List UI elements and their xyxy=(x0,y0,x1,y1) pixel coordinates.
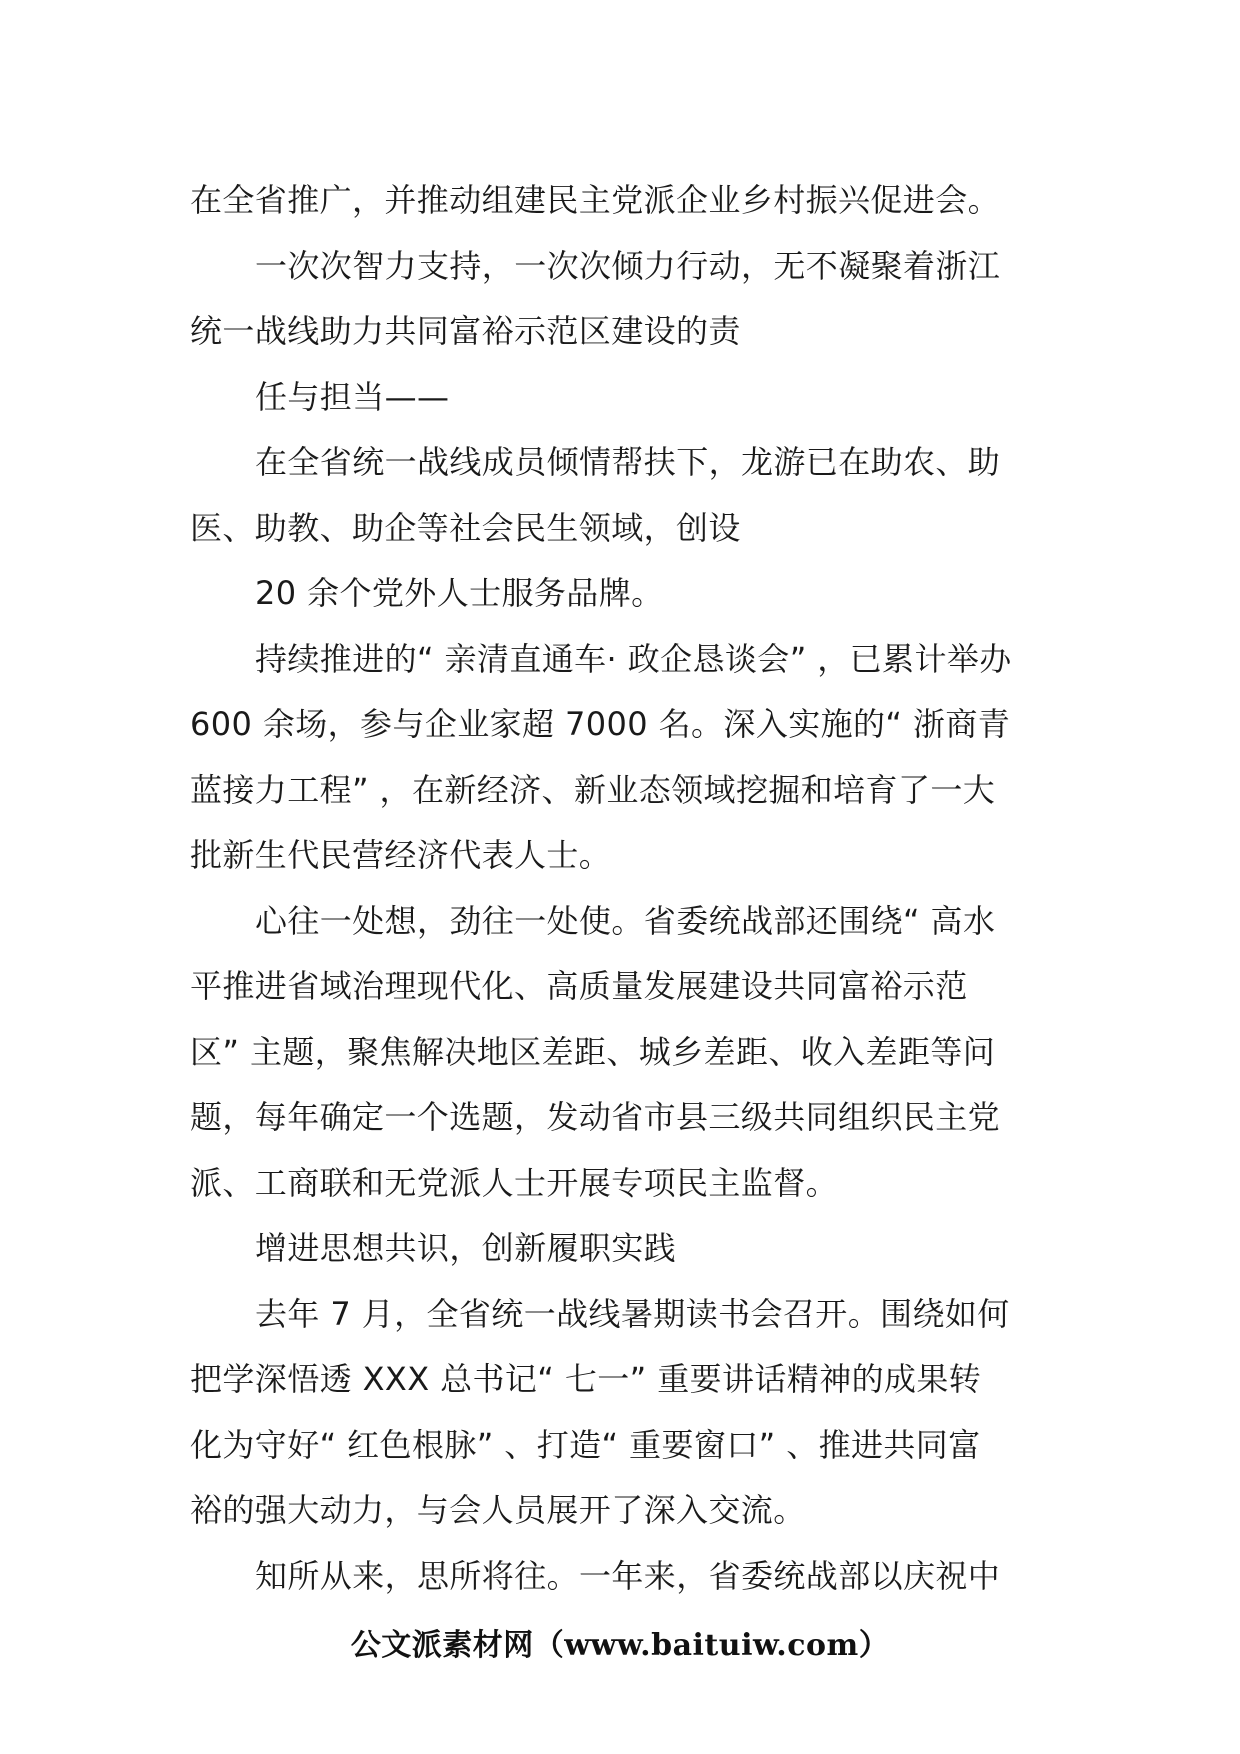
text-line-17: 增进思想共识，创新履职实践 xyxy=(255,1229,677,1267)
text-line-4: 任与担当—— xyxy=(255,377,450,416)
text-line-2: 一次次智力支持，一次次倾力行动，无不凝聚着浙江 xyxy=(255,246,1001,285)
text-line-7: 20 余个党外人士服务品牌。 xyxy=(255,574,664,612)
text-line-11: 批新生代民营经济代表人士。 xyxy=(190,836,612,874)
text-line-18: 去年 7 月，全省统一战线暑期读书会召开。围绕如何 xyxy=(255,1294,1010,1333)
text-line-20: 化为守好“ 红色根脉” 、打造“ 重要窗口” 、推进共同富 xyxy=(190,1425,981,1464)
document-body xyxy=(190,168,1058,1609)
text-line-10: 蓝接力工程” ，在新经济、新业态领域挖掘和培育了一大 xyxy=(190,770,996,809)
text-line-3: 统一战线助力共同富裕示范区建设的责 xyxy=(190,312,741,350)
text-line-14: 区” 主题，聚焦解决地区差距、城乡差距、收入差距等问 xyxy=(190,1032,996,1071)
text-line-5: 在全省统一战线成员倾情帮扶下，龙游已在助农、助 xyxy=(255,443,1001,481)
text-line-16: 派、工商联和无党派人士开展专项民主监督。 xyxy=(190,1163,839,1202)
text-line-9: 600 余场，参与企业家超 7000 名。深入实施的“ 浙商青 xyxy=(190,705,1011,743)
text-line-8: 持续推进的“ 亲清直通车· 政企恳谈会” ，已累计举办 xyxy=(255,639,1012,678)
text-line-6: 医、助教、助企等社会民生领域，创设 xyxy=(190,508,741,547)
text-line-13: 平推进省域治理现代化、高质量发展建设共同富裕示范 xyxy=(190,967,968,1005)
text-line-15: 题，每年确定一个选题，发动省市县三级共同组织民主党 xyxy=(190,1098,1001,1136)
text-line-1: 在全省推广，并推动组建民主党派企业乡村振兴促进会。 xyxy=(190,181,1001,219)
footer-watermark: 公文派素材网（www.baituiw.com） xyxy=(350,1628,890,1663)
text-line-22: 知所从来，思所将往。一年来，省委统战部以庆祝中 xyxy=(255,1556,1001,1595)
text-line-21: 裕的强大动力，与会人员展开了深入交流。 xyxy=(190,1491,806,1529)
text-line-12: 心往一处想，劲往一处使。省委统战部还围绕“ 高水 xyxy=(255,901,996,940)
text-line-19: 把学深悟透 XXX 总书记“ 七一” 重要讲话精神的成果转 xyxy=(190,1360,982,1398)
